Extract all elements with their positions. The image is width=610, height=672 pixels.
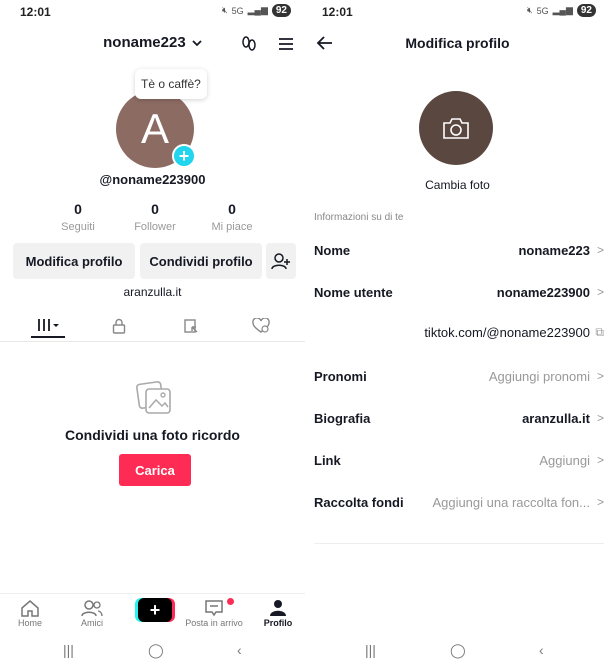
menu-icon[interactable] xyxy=(275,33,297,55)
add-photo-button[interactable]: + xyxy=(172,144,196,168)
nav-friends[interactable]: Amici xyxy=(62,598,122,628)
chevron-right-icon: > xyxy=(596,285,604,299)
home-button-icon[interactable]: ◯ xyxy=(148,642,164,658)
recent-apps-icon[interactable]: ||| xyxy=(365,642,376,658)
battery-icon: 92 xyxy=(577,4,596,17)
row-profile-url[interactable]: tiktok.com/@noname223900 ⧉ xyxy=(424,324,604,340)
avatar[interactable]: A xyxy=(116,90,194,168)
status-tooltip[interactable]: Tè o caffè? xyxy=(135,69,207,99)
repost-icon xyxy=(183,318,199,334)
profile-stats xyxy=(40,201,270,233)
inbox-notification-dot xyxy=(227,598,234,605)
tab-reposts[interactable] xyxy=(174,314,208,338)
row-fundraiser[interactable]: Raccolta fondi Aggiungi una raccolta fon... > xyxy=(314,494,604,510)
stat-likes[interactable]: 0 Mi piace xyxy=(211,201,253,233)
signal-icon: ▂▄▆ xyxy=(247,5,268,15)
tab-liked[interactable] xyxy=(244,314,278,338)
battery-icon: 92 xyxy=(272,4,291,17)
header-username: noname223 xyxy=(103,34,186,51)
upload-button[interactable]: Carica xyxy=(119,454,191,486)
profile-handle: @noname223900 xyxy=(99,172,206,187)
section-label: Informazioni su di te xyxy=(314,212,404,223)
row-bio[interactable]: Biografia aranzulla.it > xyxy=(314,410,604,426)
row-link[interactable]: Link Aggiungi > xyxy=(314,452,604,468)
recent-apps-icon[interactable]: ||| xyxy=(63,642,74,658)
edit-profile-button[interactable]: Modifica profilo xyxy=(13,243,135,279)
profile-tabs xyxy=(0,308,305,342)
copy-icon[interactable]: ⧉ xyxy=(595,324,604,339)
home-icon xyxy=(20,599,40,617)
system-nav xyxy=(305,640,610,664)
mute-icon: 🔇︎ xyxy=(526,5,533,15)
chevron-right-icon: > xyxy=(596,495,604,509)
home-button-icon[interactable]: ◯ xyxy=(450,642,466,658)
status-bar xyxy=(305,0,610,24)
stat-followers[interactable]: 0 Follower xyxy=(134,201,176,233)
status-bar xyxy=(0,0,305,24)
change-photo-link[interactable]: Cambia foto xyxy=(425,178,490,192)
status-time: 12:01 xyxy=(322,5,353,19)
profile-icon xyxy=(269,599,287,617)
system-nav xyxy=(0,640,305,664)
chevron-right-icon: > xyxy=(596,453,604,467)
back-nav-icon[interactable]: ‹ xyxy=(539,642,544,658)
photo-stack-icon xyxy=(135,380,173,421)
profile-website-link[interactable]: aranzulla.it xyxy=(123,285,182,299)
signal-icon: ▂▄▆ xyxy=(552,5,573,15)
status-time: 12:01 xyxy=(20,5,51,19)
row-username[interactable]: Nome utente noname223900 > xyxy=(314,284,604,300)
liked-heart-icon xyxy=(252,318,270,334)
tab-videos[interactable] xyxy=(31,314,65,338)
inbox-icon xyxy=(204,599,224,617)
nav-home[interactable]: Home xyxy=(0,598,60,628)
grid-icon xyxy=(35,318,61,332)
chevron-right-icon: > xyxy=(596,369,604,383)
chevron-right-icon: > xyxy=(596,243,604,257)
row-pronouns[interactable]: Pronomi Aggiungi pronomi > xyxy=(314,368,604,384)
add-friend-icon xyxy=(271,252,291,270)
signal-label: 5G xyxy=(231,5,244,16)
back-nav-icon[interactable]: ‹ xyxy=(237,642,242,658)
page-title: Modifica profilo xyxy=(405,35,510,51)
tab-private[interactable] xyxy=(102,314,136,338)
empty-state-title: Condividi una foto ricordo xyxy=(65,427,240,443)
edit-profile-screen xyxy=(305,0,610,672)
footprints-icon[interactable] xyxy=(238,33,260,55)
nav-profile[interactable]: Profilo xyxy=(248,598,305,628)
friends-icon xyxy=(81,599,103,617)
stat-following[interactable]: 0 Seguiti xyxy=(61,201,95,233)
chevron-right-icon: > xyxy=(596,411,604,425)
signal-label: 5G xyxy=(536,5,549,16)
add-friend-button[interactable] xyxy=(266,243,296,279)
share-profile-button[interactable]: Condividi profilo xyxy=(140,243,262,279)
profile-photo-button[interactable] xyxy=(419,91,493,165)
camera-icon xyxy=(442,116,470,140)
chevron-down-icon xyxy=(192,39,202,47)
lock-icon xyxy=(111,318,127,334)
row-name[interactable]: Nome noname223 > xyxy=(314,242,604,258)
divider xyxy=(314,543,604,544)
create-button[interactable]: + xyxy=(138,598,172,622)
nav-inbox[interactable]: Posta in arrivo xyxy=(184,598,244,628)
mute-icon: 🔇︎ xyxy=(221,5,228,15)
